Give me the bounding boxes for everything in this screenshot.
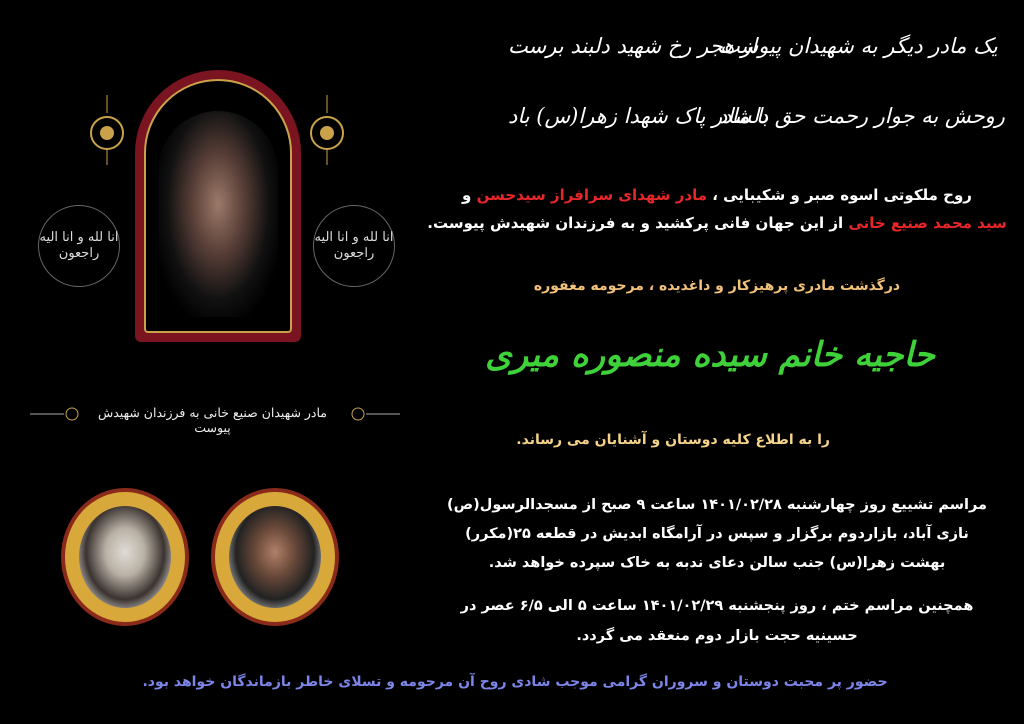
calligraphy-medallion-right: انا لله و انا الیه راجعون bbox=[313, 205, 395, 287]
ceremony-line-3: بهشت زهرا(س) جنب سالن دعای ندبه به خاک سپرده خواهد شد. bbox=[488, 555, 946, 571]
memorial-line-1: همچنین مراسم ختم ، روز پنجشنبه ۱۴۰۱/۰۲/۲۹ ساعت ۵ الی ۶/۵ عصر در bbox=[460, 598, 974, 614]
subtitle: درگذشت مادری پرهیزکار و داغدیده ، مرحومه مغفوره bbox=[533, 278, 901, 294]
ornament-divider-icon bbox=[350, 406, 400, 422]
calligraphy-medallion-left: انا لله و انا الیه راجعون bbox=[38, 205, 120, 287]
ornament-lantern-icon bbox=[87, 95, 127, 165]
caption: مادر شهیدان صنیع خانی به فرزندان شهیدش پیوست bbox=[97, 405, 328, 435]
portrait-arch-frame bbox=[135, 70, 301, 342]
notice: را به اطلاع کلیه دوستان و آشنایان می رساند. bbox=[516, 432, 830, 448]
intro-line-2: سید محمد صنیع خانی از این جهان فانی پرکشید و به فرزندان شهیدش پیوست. bbox=[427, 214, 1007, 232]
martyr-photo bbox=[229, 506, 321, 608]
footer-note: حضور پر محبت دوستان و سروران گرامی موجب شادی روح آن مرحومه و تسلای خاطر بازماندگان خواهد بود. bbox=[142, 674, 888, 690]
martyr-portrait-frame bbox=[65, 492, 185, 622]
ceremony-line-2: نازی آباد، بازاردوم برگزار و سپس در آرامگاه ابدیش در قطعه ۲۵(مکرر) bbox=[465, 526, 969, 542]
poem-line2-left: با مادر پاک شهدا زهرا(س) باد bbox=[508, 104, 769, 128]
ornament-divider-icon bbox=[30, 406, 80, 422]
deceased-name: حاجیه خانم سیده منصوره میری bbox=[485, 335, 935, 375]
poem-line1-left: از هجر رخ شهید دلبند برست bbox=[508, 34, 757, 58]
ceremony-line-1: مراسم تشییع روز چهارشنبه ۱۴۰۱/۰۲/۲۸ ساعت ۹ صبح از مسجدالرسول(ص) bbox=[446, 497, 987, 513]
ornament-lantern-icon bbox=[307, 95, 347, 165]
deceased-photo bbox=[158, 111, 278, 317]
memorial-line-2: حسینیه حجت بازار دوم منعقد می گردد. bbox=[576, 628, 858, 644]
poem-line1-right: یک مادر دیگر به شهیدان پیوست bbox=[720, 34, 998, 58]
intro-line-1: روح ملکوتی اسوه صبر و شکیبایی ، مادر شهدای سرافراز سیدحسن و bbox=[462, 186, 972, 204]
martyr-photo bbox=[79, 506, 171, 608]
martyr-portrait-frame bbox=[215, 492, 335, 622]
poem-line2-right: روحش به جوار رحمت حق دلشاد bbox=[718, 104, 1005, 128]
